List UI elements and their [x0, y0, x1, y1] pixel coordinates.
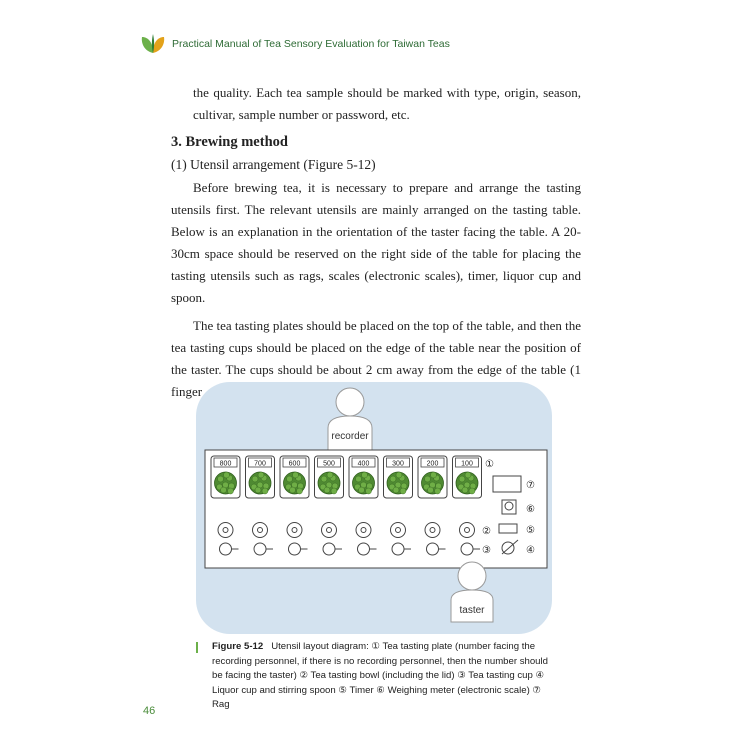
- marker-7: ⑦: [526, 480, 535, 491]
- running-header: [140, 30, 450, 58]
- plate-number: 800: [219, 460, 232, 468]
- page-number: 46: [143, 705, 156, 717]
- tea-tasting-plate: [418, 456, 447, 498]
- tea-leaf-logo-icon: [140, 33, 166, 55]
- recorder-head: [336, 388, 364, 416]
- plate-number: 500: [323, 460, 335, 468]
- tea-tasting-bowl: [391, 523, 406, 538]
- marker-2: ②: [482, 526, 491, 537]
- marker-6: ⑥: [526, 504, 535, 515]
- tea-tasting-bowl: [460, 523, 475, 538]
- recorder-label: recorder: [331, 431, 369, 442]
- header-title: Practical Manual of Tea Sensory Evaluation for Taiwan Teas: [172, 38, 450, 50]
- utensil-layout-diagram: [196, 382, 552, 634]
- caption-text: Utensil layout diagram: ① Tea tasting plate (number facing the recording personnel, if there is no recording personnel, then the number should be facing the taster) ② Tea tasting bowl (including the lid) ③ Tea tasting cup ④ Liquor cup and stirring spoon ⑤ Timer ⑥ Weighing meter (electronic scale) ⑦ Rag: [212, 641, 548, 710]
- tea-tasting-bowl: [253, 523, 268, 538]
- marker-1: ①: [485, 459, 494, 470]
- timer-icon: [499, 524, 517, 533]
- figure-5-12: [196, 382, 552, 634]
- marker-5: ⑤: [526, 525, 535, 536]
- tea-tasting-plate: [315, 456, 344, 498]
- tea-tasting-plate: [280, 456, 309, 498]
- taster-label: taster: [459, 605, 485, 616]
- body-text: [171, 82, 581, 403]
- plate-number: 400: [357, 460, 370, 468]
- tea-tasting-plate: [211, 456, 240, 498]
- figure-caption: [196, 640, 556, 713]
- tea-tasting-plate: [246, 456, 275, 498]
- tea-tasting-bowl: [356, 523, 371, 538]
- taster-head: [458, 562, 486, 590]
- rag-icon: [493, 476, 521, 492]
- tea-tasting-plate: [349, 456, 378, 498]
- caption-marker: [196, 642, 198, 653]
- plate-number: 200: [426, 460, 439, 468]
- tea-tasting-bowl: [322, 523, 337, 538]
- plate-number: 700: [254, 460, 266, 468]
- tea-tasting-plate: [384, 456, 413, 498]
- caption-label: Figure 5-12: [212, 641, 264, 652]
- plate-number: 100: [461, 460, 473, 468]
- tea-tasting-plate: [453, 456, 482, 498]
- tea-tasting-bowl: [218, 523, 233, 538]
- paragraph: Before brewing tea, it is necessary to prepare and arrange the tasting utensils first. The relevant utensils are mainly arranged on the tasting table. Below is an explanation in the orientation of the taster facing the table. A 20-30cm space should be reserved on the right side of the table for placing the tasting utensils such as rags, scales (electronic scales), timer, liquor cup and spoon.: [171, 180, 581, 305]
- subsection-heading: (1) Utensil arrangement (Figure 5-12): [171, 157, 376, 172]
- section-heading: 3. Brewing method: [171, 134, 288, 150]
- plate-number: 300: [392, 460, 404, 468]
- marker-4: ④: [526, 545, 535, 556]
- paragraph-continued: the quality. Each tea sample should be marked with type, origin, season, cultivar, sample number or password, etc.: [193, 85, 581, 122]
- tea-tasting-bowl: [287, 523, 302, 538]
- paragraph: The tea tasting plates should be placed on the top of the table, and then the tea tasting cups should be placed on the edge of the table near the position of the taster. The cups should be about 2 cm away from the edge of the table (1 finger: [171, 318, 581, 399]
- tea-tasting-bowl: [425, 523, 440, 538]
- plate-number: 600: [288, 460, 301, 468]
- marker-3: ③: [482, 545, 491, 556]
